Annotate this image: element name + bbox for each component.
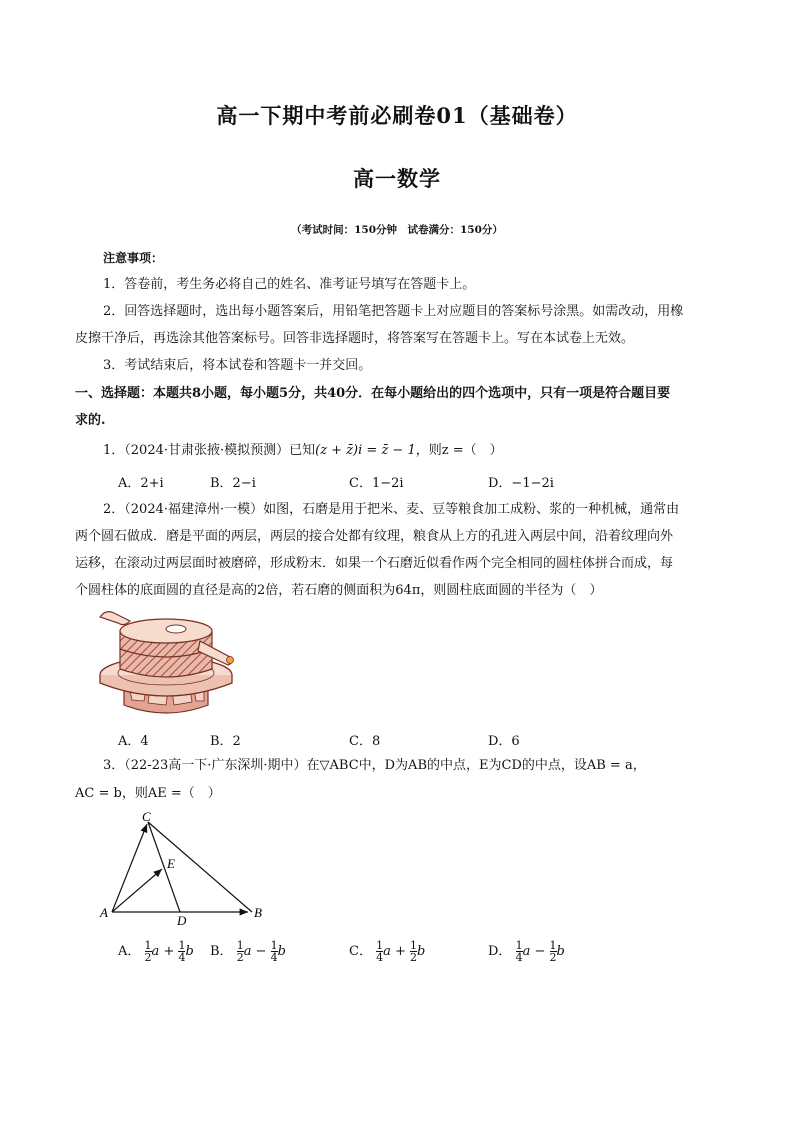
- question-3-option-c: [349, 940, 425, 963]
- notice-item-3: 3．考试结束后，将本试卷和答题卡一并交回。: [103, 358, 372, 373]
- vector-b: b: [556, 944, 565, 959]
- question-2-option-d: D．6: [488, 734, 520, 749]
- option-label: C．: [349, 944, 372, 959]
- question-3-line-2: AC = b，则AE =（ ）: [75, 786, 221, 801]
- vector-b: b: [277, 944, 286, 959]
- vector-a: a: [383, 944, 391, 959]
- page-title: 高一下期中考前必刷卷01（基础卷）: [216, 103, 578, 128]
- section-heading: 一、选择题：本题共8小题，每小题5分，共40分．在每小题给出的四个选项中，只有一项是符合题目要: [75, 386, 671, 401]
- option-label: D．: [488, 944, 512, 959]
- notice-item-2: 2．回答选择题时，选出每小题答案后，用铅笔把答题卡上对应题目的答案标号涂黑。如需改动，用橡: [103, 304, 684, 319]
- fraction: $\frac{1}{4}$: [178, 939, 186, 964]
- exam-meta: （考试时间：150分钟 试卷满分：150分）: [291, 224, 503, 236]
- question-2-line-2: 两个圆石做成．磨是平面的两层，两层的接合处都有纹理，粮食从上方的孔进入两层中间，沿着纹理向外: [75, 529, 674, 544]
- operator: +: [163, 944, 175, 959]
- vector-a: a: [522, 944, 531, 959]
- fraction: $\frac{1}{2}$: [410, 939, 418, 964]
- fraction: $\frac{1}{4}$: [270, 939, 278, 964]
- question-1-option-d: D．−1−2i: [488, 476, 554, 491]
- subject-title: 高一数学: [353, 166, 441, 191]
- question-1-prefix: 1．（2024·甘肃张掖·模拟预测）已知: [103, 443, 316, 458]
- operator: −: [534, 944, 546, 959]
- vector-b: b: [185, 944, 194, 959]
- fraction: $\frac{1}{4}$: [376, 939, 384, 964]
- question-1-option-c: C．1−2i: [349, 476, 404, 491]
- question-3-line-1: 3．（22-23高一下·广东深圳·期中）在▽ABC中，D为AB的中点，E为CD的中点，设AB = a，: [103, 758, 646, 773]
- vector-a: a: [243, 944, 252, 959]
- point-a-label: A: [100, 905, 108, 920]
- point-d-label: D: [177, 913, 187, 928]
- operator: −: [255, 944, 267, 959]
- operator: +: [395, 944, 406, 959]
- vector-ac: [112, 824, 147, 912]
- vector-b: b: [417, 944, 426, 959]
- notice-heading: 注意事项：: [103, 251, 164, 265]
- question-1-option-b: B．2−i: [210, 476, 256, 491]
- question-2-line-4: 个圆柱体的底面圆的直径是高的2倍，若石磨的侧面积为64π，则圆柱底面圆的半径为（ ）: [75, 583, 603, 598]
- question-3-option-a: [118, 940, 194, 963]
- question-1-tail: ，则z =（ ）: [415, 443, 503, 458]
- fraction: $\frac{1}{2}$: [144, 939, 152, 964]
- notice-item-1: 1．答卷前，考生务必将自己的姓名、准考证号填写在答题卡上。: [103, 277, 476, 292]
- question-2-option-a: A．4: [118, 734, 149, 749]
- question-1-stem: [103, 441, 503, 461]
- question-2-option-c: C．8: [349, 734, 381, 749]
- point-b-label: B: [254, 905, 262, 920]
- triangle-figure: [96, 810, 270, 928]
- question-3-option-d: [488, 940, 565, 963]
- vector-ae: [112, 869, 162, 912]
- question-2-option-b: B．2: [210, 734, 241, 749]
- option-label: B．: [210, 944, 233, 959]
- vector-a: a: [151, 944, 160, 959]
- question-3-option-b: [210, 940, 286, 963]
- question-1-equation: (z + z̄)i = z̄ − 1: [315, 443, 416, 458]
- fraction: $\frac{1}{4}$: [515, 939, 523, 964]
- question-1-option-a: A．2+i: [118, 476, 164, 491]
- option-label: A．: [118, 944, 141, 959]
- notice-item-2-cont: 皮擦干净后，再选涂其他答案标号。回答非选择题时，将答案写在答题卡上。写在本试卷上无效。: [75, 331, 635, 346]
- millstone-figure: [96, 605, 238, 721]
- question-2-line-1: 2．（2024·福建漳州·一模）如图，石磨是用于把米、麦、豆等粮食加工成粉、浆的一种机械，通常由: [103, 502, 680, 517]
- section-heading-cont: 求的.: [75, 413, 106, 428]
- fraction: $\frac{1}{2}$: [549, 939, 557, 964]
- point-c-label: C: [142, 810, 151, 824]
- point-e-label: E: [167, 856, 175, 871]
- question-2-line-3: 运移，在滚动过两层面时被磨碎，形成粉末．如果一个石磨近似看作两个完全相同的圆柱体拼合而成，每: [75, 556, 674, 571]
- fraction: $\frac{1}{2}$: [236, 939, 244, 964]
